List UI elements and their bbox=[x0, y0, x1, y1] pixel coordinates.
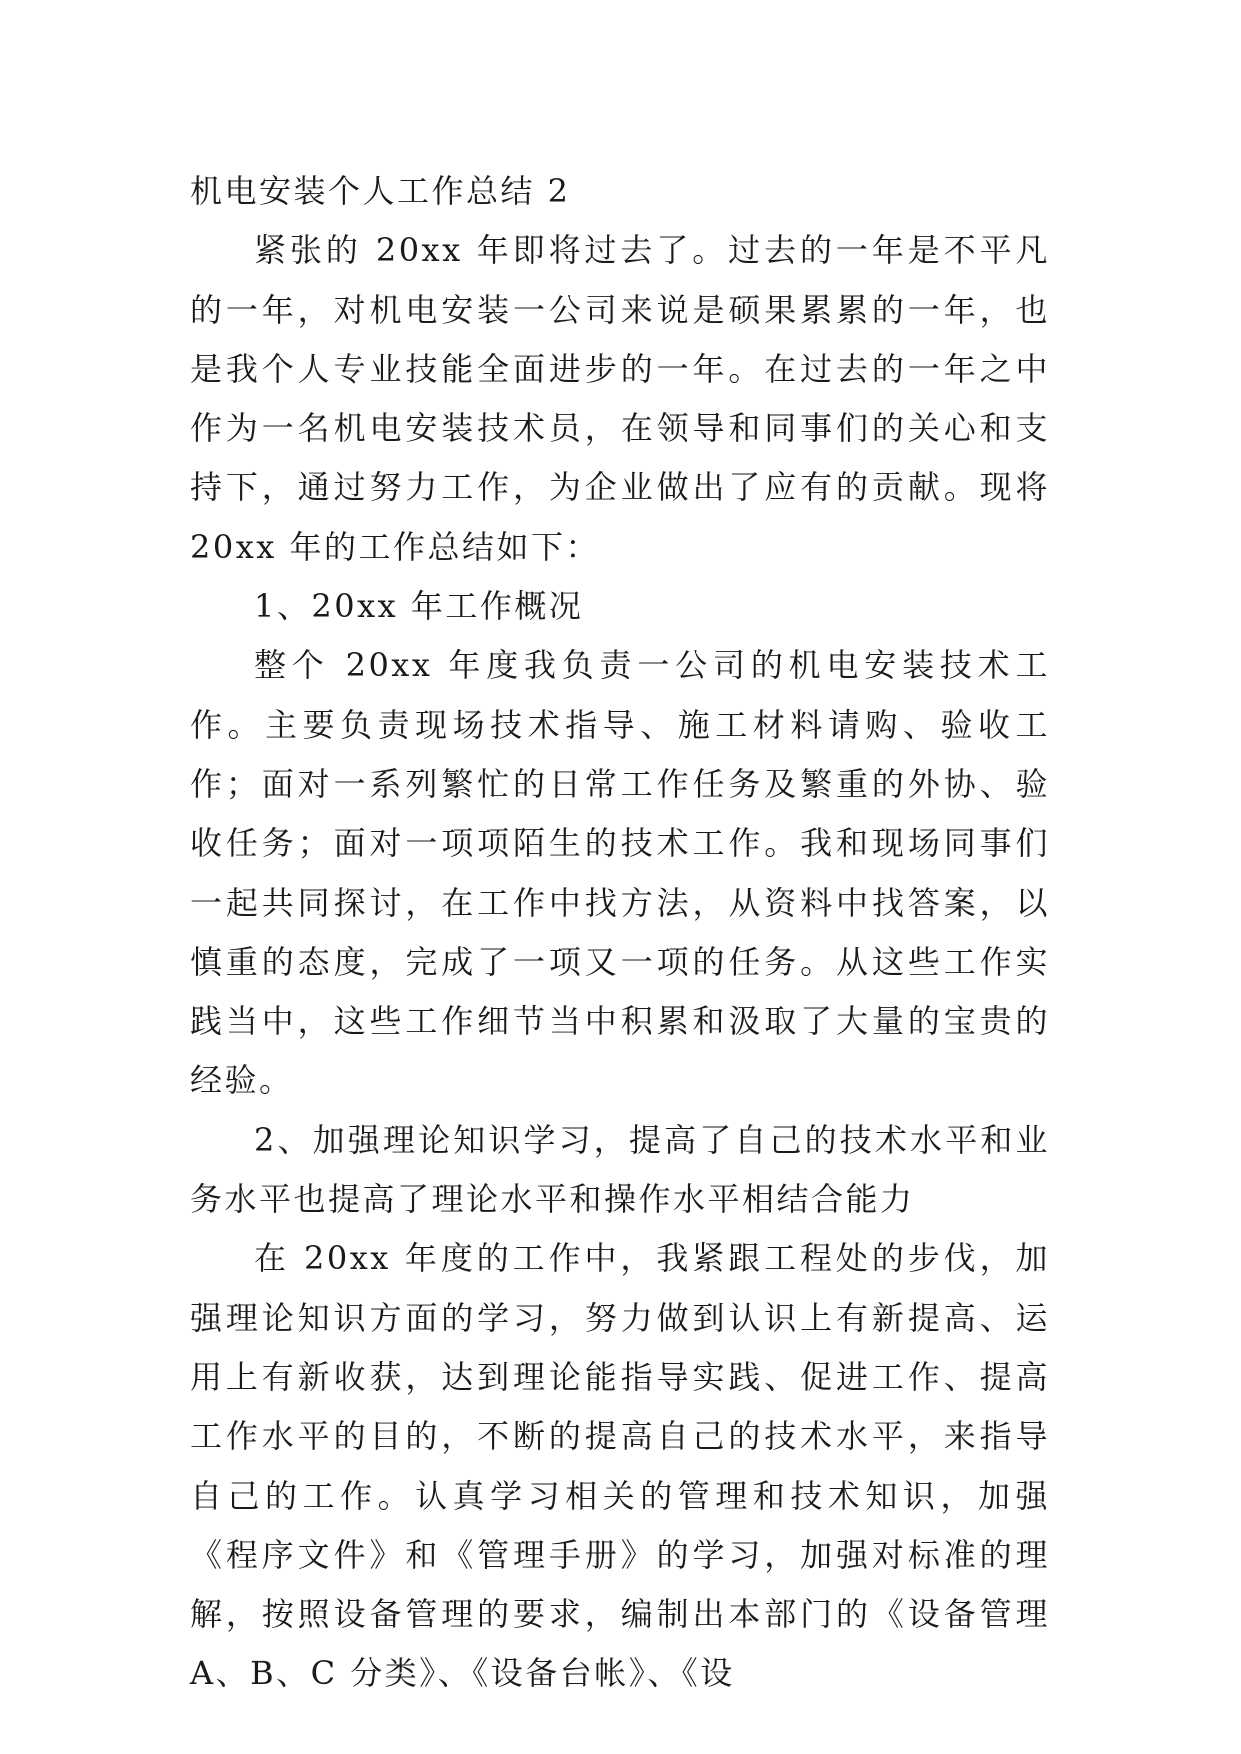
section-heading-2: 2、加强理论知识学习，提高了自己的技术水平和业务水平也提高了理论水平和操作水平相结合能力 bbox=[190, 1120, 1050, 1219]
section-1-paragraph: 整个 20xx 年度我负责一公司的机电安装技术工作。主要负责现场技术指导、施工材料请购、验收工作；面对一系列繁忙的日常工作任务及繁重的外协、验收任务；面对一项项陌生的技术工作。我和现场同事们一起共同探讨，在工作中找方法，从资料中找答案，以慎重的态度，完成了一项又一项的任务。从这些工作实践当中，这些工作细节当中积累和汲取了大量的宝贵的经验。 bbox=[190, 646, 1050, 1100]
document-title: 机电安装个人工作总结 2 bbox=[190, 172, 571, 210]
intro-paragraph: 紧张的 20xx 年即将过去了。过去的一年是不平凡的一年，对机电安装一公司来说是硕果累累的一年，也是我个人专业技能全面进步的一年。在过去的一年之中作为一名机电安装技术员，在领导和同事们的关心和支持下，通过努力工作，为企业做出了应有的贡献。现将 20xx 年的工作总结如下： bbox=[190, 231, 1050, 566]
section-2-paragraph: 在 20xx 年度的工作中，我紧跟工程处的步伐，加强理论知识方面的学习，努力做到认识上有新提高、运用上有新收获，达到理论能指导实践、促进工作、提高工作水平的目的，不断的提高自己的技术水平，来指导自己的工作。认真学习相关的管理和技术知识，加强《程序文件》和《管理手册》的学习，加强对标准的理解，按照设备管理的要求，编制出本部门的《设备管理 A、B、C 分类》、《设备台帐》、《设 bbox=[190, 1239, 1050, 1693]
document-body bbox=[190, 162, 1050, 1704]
section-heading-1: 1、20xx 年工作概况 bbox=[254, 587, 584, 626]
